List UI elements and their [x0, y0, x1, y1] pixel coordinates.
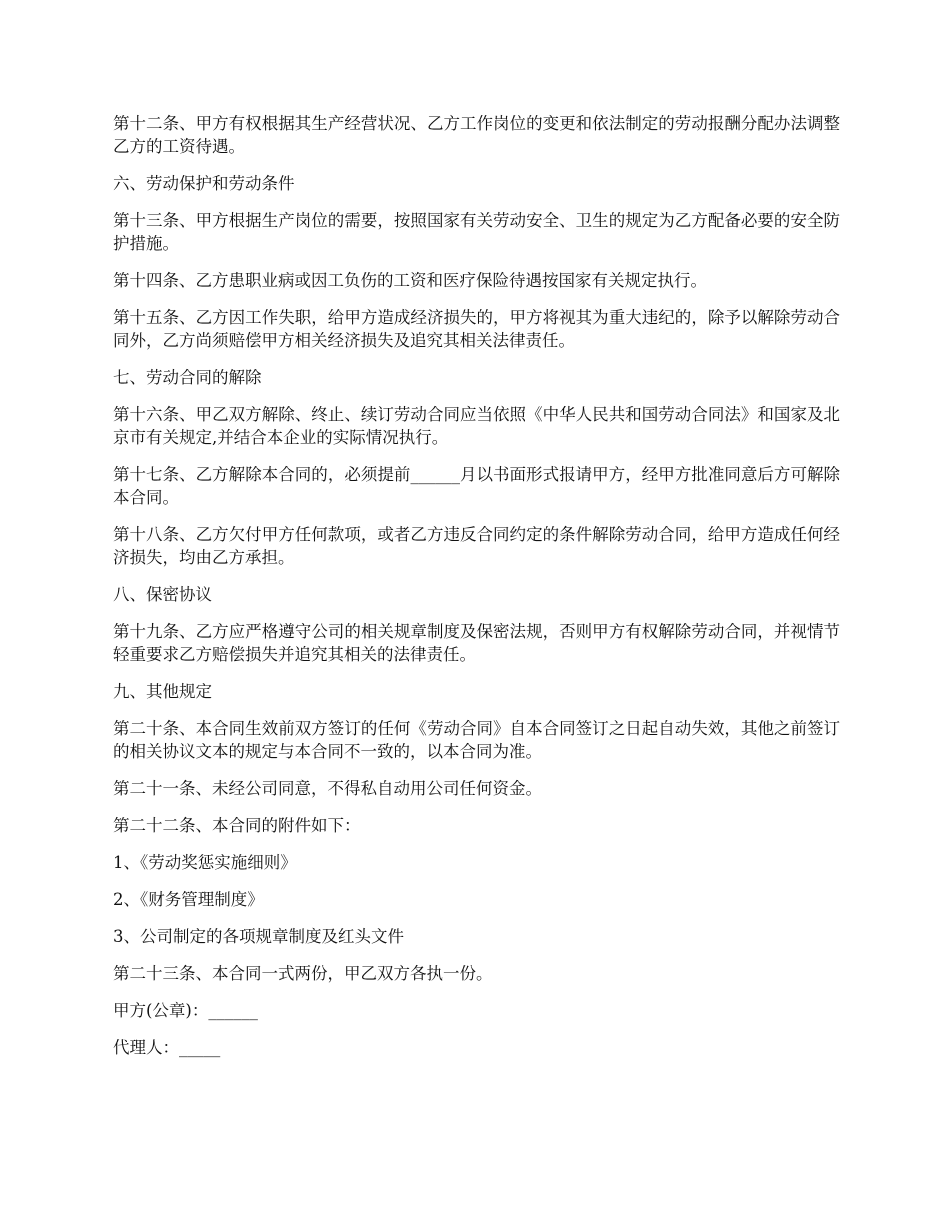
clause-14: 第十四条、乙方患职业病或因工负伤的工资和医疗保险待遇按国家有关规定执行。: [113, 271, 707, 290]
section-heading-confidentiality: 八、保密协议: [113, 585, 212, 604]
clause-23: 第二十三条、本合同一式两份，甲乙双方各执一份。: [113, 964, 493, 983]
section-heading-labor-protection: 六、劳动保护和劳动条件: [113, 174, 295, 193]
clause-21: 第二十一条、未经公司同意，不得私自动用公司任何资金。: [113, 779, 542, 798]
clause-20: 第二十条、本合同生效前双方签订的任何《劳动合同》自本合同签订之日起自动失效，其他之前签订的相关协议文本的规定与本合同不一致的，以本合同为准。: [113, 719, 840, 761]
section-heading-other-provisions: 九、其他规定: [113, 682, 212, 701]
clause-13: 第十三条、甲方根据生产岗位的需要，按照国家有关劳动安全、卫生的规定为乙方配备必要的安全防护措施。: [113, 211, 840, 253]
attachment-item-2: 2、《财务管理制度》: [113, 890, 264, 909]
clause-17: 第十七条、乙方解除本合同的，必须提前______月以书面形式报请甲方，经甲方批准同意后方可解除本合同。: [113, 465, 840, 507]
clause-22: 第二十二条、本合同的附件如下：: [113, 816, 361, 835]
section-heading-termination: 七、劳动合同的解除: [113, 368, 262, 387]
clause-16: 第十六条、甲乙双方解除、终止、续订劳动合同应当依照《中华人民共和国劳动合同法》和国家及北京市有关规定,并结合本企业的实际情况执行。: [113, 405, 840, 447]
clause-12: 第十二条、甲方有权根据其生产经营状况、乙方工作岗位的变更和依法制定的劳动报酬分配办法调整乙方的工资待遇。: [113, 114, 840, 156]
attachment-item-1: 1、《劳动奖惩实施细则》: [113, 853, 297, 872]
clause-18: 第十八条、乙方欠付甲方任何款项，或者乙方违反合同约定的条件解除劳动合同，给甲方造成任何经济损失，均由乙方承担。: [113, 525, 840, 567]
clause-15: 第十五条、乙方因工作失职，给甲方造成经济损失的，甲方将视其为重大违纪的，除予以解除劳动合同外，乙方尚须赔偿甲方相关经济损失及追究其相关法律责任。: [113, 308, 840, 350]
attachment-item-3: 3、公司制定的各项规章制度及红头文件: [113, 927, 404, 946]
document-body: [113, 112, 840, 1073]
clause-19: 第十九条、乙方应严格遵守公司的相关规章制度及保密法规，否则甲方有权解除劳动合同，并视情节轻重要求乙方赔偿损失并追究其相关的法律责任。: [113, 622, 840, 664]
party-a-seal-line: 甲方(公章)：______: [113, 1001, 258, 1020]
agent-signature-line: 代理人：_____: [113, 1038, 221, 1057]
